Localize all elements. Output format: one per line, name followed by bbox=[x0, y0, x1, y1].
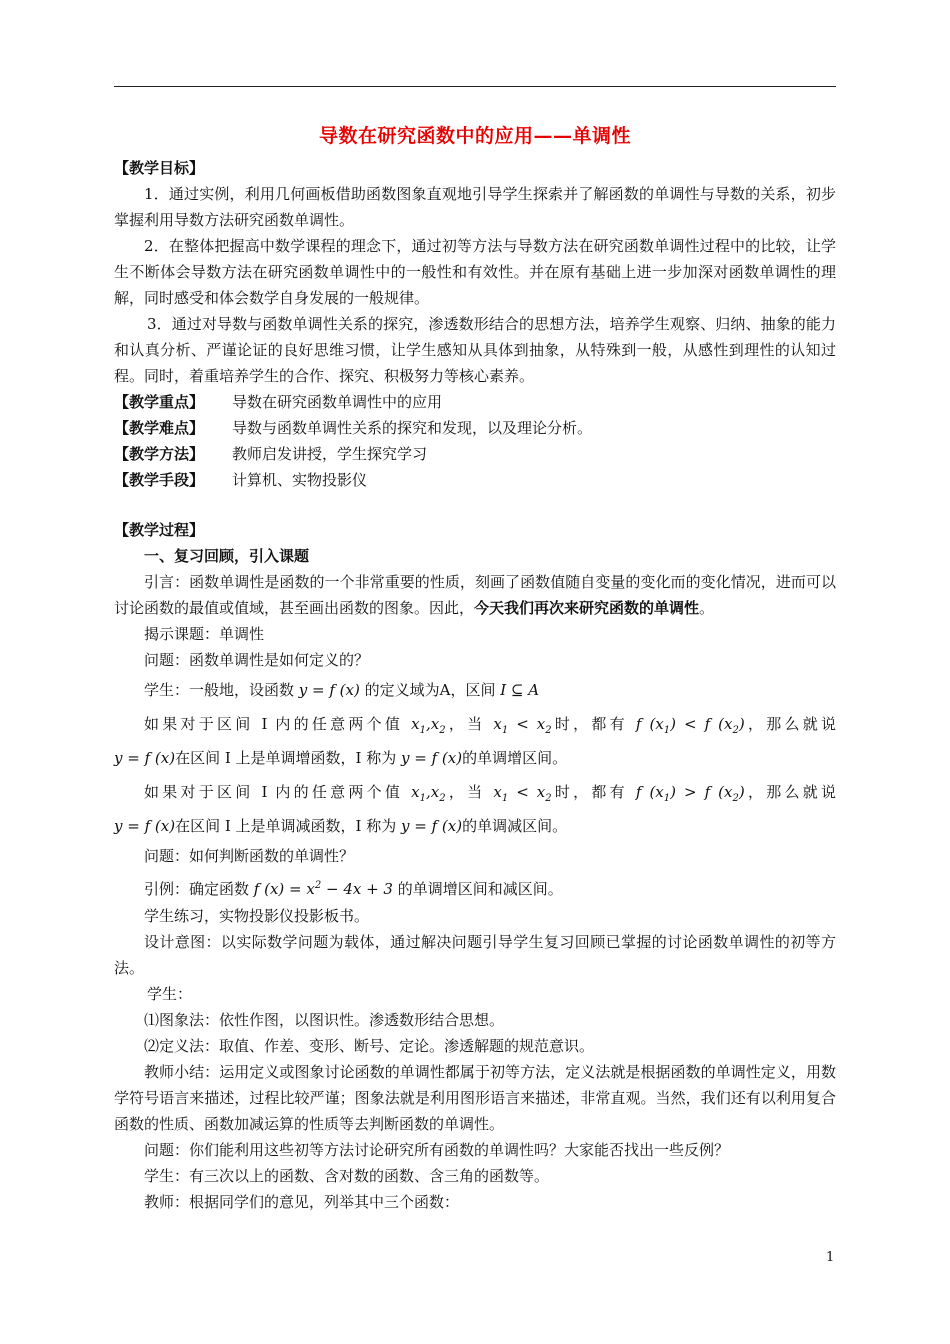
math-x1-lt-x2: $x_1 < x_2$ bbox=[493, 783, 552, 804]
meta-row-means bbox=[114, 467, 836, 493]
meta-value: 计算机、实物投影仪 bbox=[232, 471, 368, 489]
example-text-a: 引例：确定函数 bbox=[144, 880, 250, 898]
meta-row-focus bbox=[114, 389, 836, 415]
meta-value: 导数与函数单调性关系的探究和发现，以及理论分析。 bbox=[232, 419, 593, 437]
increasing-def-line-2 bbox=[114, 741, 836, 775]
inc-text-c: 时，都有 bbox=[551, 715, 628, 733]
objective-item-3: 3．通过对导数与函数单调性关系的探究，渗透数形结合的思想方法，培养学生观察、归纳、抽象的能力和认真分析、严谨论证的良好思维习惯，让学生感知从具体到抽象，从特殊到一般，从感性到理性的认知过程。同时，着重培养学生的合作、探究、积极努力等核心素养。 bbox=[114, 315, 836, 385]
meta-label: 【教学重点】 bbox=[114, 393, 205, 411]
math-y-eq-fx: y = f (x) bbox=[114, 817, 176, 835]
dec-text-f: 的单调减区间。 bbox=[462, 817, 568, 835]
def-text-b: 的定义域为A，区间 bbox=[364, 681, 496, 699]
document-body bbox=[114, 155, 836, 1215]
meta-label: 【教学手段】 bbox=[114, 471, 205, 489]
process-heading: 【教学过程】 bbox=[114, 521, 205, 539]
inc-text-b: ，当 bbox=[445, 715, 486, 733]
dec-text-c: 时，都有 bbox=[551, 783, 628, 801]
page-number: 1 bbox=[826, 1250, 835, 1265]
meta-label: 【教学难点】 bbox=[114, 419, 205, 437]
header-rule bbox=[114, 86, 836, 87]
math-interval: I ⊆ A bbox=[495, 681, 540, 699]
question-3: 问题：你们能利用这些初等方法讨论研究所有函数的单调性吗？大家能否找出一些反例？ bbox=[144, 1141, 730, 1159]
math-y-eq-fx: y = f (x) bbox=[396, 749, 463, 767]
question-1: 问题：函数单调性是如何定义的？ bbox=[144, 651, 370, 669]
intro-end: 。 bbox=[699, 599, 715, 617]
decreasing-def-line-2 bbox=[114, 809, 836, 843]
intro-bold: 今天我们再次来研究函数的单调性 bbox=[474, 599, 700, 617]
student-answer: 学生：有三次以上的函数、含对数的函数、含三角的函数等。 bbox=[144, 1167, 550, 1185]
student-label: 学生： bbox=[147, 985, 193, 1003]
intro-text: 引言：函数单调性是函数的一个非常重要的性质，刻画了函数值随自变量的变化而的变化情况，进而可以讨论函数的最值或值域，甚至画出函数的图象。因此， bbox=[114, 573, 836, 617]
meta-row-method bbox=[114, 441, 836, 467]
meta-value: 教师启发讲授，学生探究学习 bbox=[232, 445, 428, 463]
dec-text-a: 如果对于区间 I 内的任意两个值 bbox=[144, 783, 404, 801]
inc-text-a: 如果对于区间 I 内的任意两个值 bbox=[144, 715, 404, 733]
document-title: 导数在研究函数中的应用——单调性 bbox=[318, 125, 631, 147]
decreasing-def-line-1 bbox=[114, 775, 836, 809]
method-graph: ⑴图象法：依性作图，以图识性。渗透数形结合思想。 bbox=[144, 1011, 505, 1029]
increasing-def-line-1 bbox=[114, 707, 836, 741]
teacher-statement: 教师：根据同学们的意见，列举其中三个函数： bbox=[144, 1193, 460, 1211]
math-y-eq-fx: y = f (x) bbox=[114, 749, 176, 767]
example-text-b: 的单调增区间和减区间。 bbox=[397, 880, 563, 898]
intro-paragraph bbox=[114, 569, 836, 621]
inc-text-e: 在区间 I 上是单调增函数，I 称为 bbox=[175, 749, 397, 767]
objective-item-1: 1．通过实例，利用几何画板借助函数图象直观地引导学生探索并了解函数的单调性与导数的关系，初步掌握利用导数方法研究函数单调性。 bbox=[114, 185, 836, 229]
method-definition: ⑵定义法：取值、作差、变形、断号、定论。渗透解题的规范意识。 bbox=[144, 1037, 595, 1055]
teacher-summary: 教师小结：运用定义或图象讨论函数的单调性都属于初等方法，定义法就是根据函数的单调性定义，用数学符号语言来描述，过程比较严谨；图象法就是利用图形语言来描述，非常直观。当然，我们还有以利用复合函数的性质、函数加减运算的性质等去判断函数的单调性。 bbox=[114, 1063, 836, 1133]
section-heading: 一、复习回顾，引入课题 bbox=[144, 547, 310, 565]
math-fx1-lt-fx2: f $(x_1) < f$ $(x_2)$ bbox=[635, 715, 745, 736]
dec-text-b: ，当 bbox=[445, 783, 486, 801]
meta-label: 【教学方法】 bbox=[114, 445, 205, 463]
math-x1-lt-x2: $x_1 < x_2$ bbox=[493, 715, 552, 736]
math-quadratic: f $(x) = x^2 - 4x + 3$ bbox=[249, 880, 398, 898]
design-intent: 设计意图：以实际数学问题为载体，通过解决问题引导学生复习回顾已掌握的讨论函数单调性的初等方法。 bbox=[114, 933, 836, 977]
math-y-eq-fx: y = f (x) bbox=[294, 681, 365, 699]
dec-text-e: 在区间 I 上是单调减函数，I 称为 bbox=[175, 817, 397, 835]
math-x1x2: $x_1,x_2$ bbox=[411, 715, 446, 736]
math-y-eq-fx: y = f (x) bbox=[396, 817, 463, 835]
inc-text-f: 的单调增区间。 bbox=[462, 749, 568, 767]
dec-text-d: ，那么就说 bbox=[744, 783, 836, 801]
inc-text-d: ，那么就说 bbox=[744, 715, 836, 733]
math-x1x2: $x_1,x_2$ bbox=[411, 783, 446, 804]
example-line bbox=[114, 869, 836, 903]
practice-note: 学生练习，实物投影仪投影板书。 bbox=[144, 907, 370, 925]
math-fx1-gt-fx2: f $(x_1) > f$ $(x_2)$ bbox=[635, 783, 745, 804]
def-text-a: 学生：一般地，设函数 bbox=[144, 681, 295, 699]
student-definition bbox=[114, 673, 836, 707]
objectives-heading: 【教学目标】 bbox=[114, 159, 205, 177]
meta-value: 导数在研究函数单调性中的应用 bbox=[232, 393, 443, 411]
objective-item-2: 2．在整体把握高中数学课程的理念下，通过初等方法与导数方法在研究函数单调性过程中的比较，让学生不断体会导数方法在研究函数单调性中的一般性和有效性。并在原有基础上进一步加深对函数单调性的理解，同时感受和体会数学自身发展的一般规律。 bbox=[114, 237, 836, 307]
question-2: 问题：如何判断函数的单调性？ bbox=[144, 847, 355, 865]
meta-row-difficulty bbox=[114, 415, 836, 441]
reveal-topic: 揭示课题：单调性 bbox=[144, 625, 265, 643]
